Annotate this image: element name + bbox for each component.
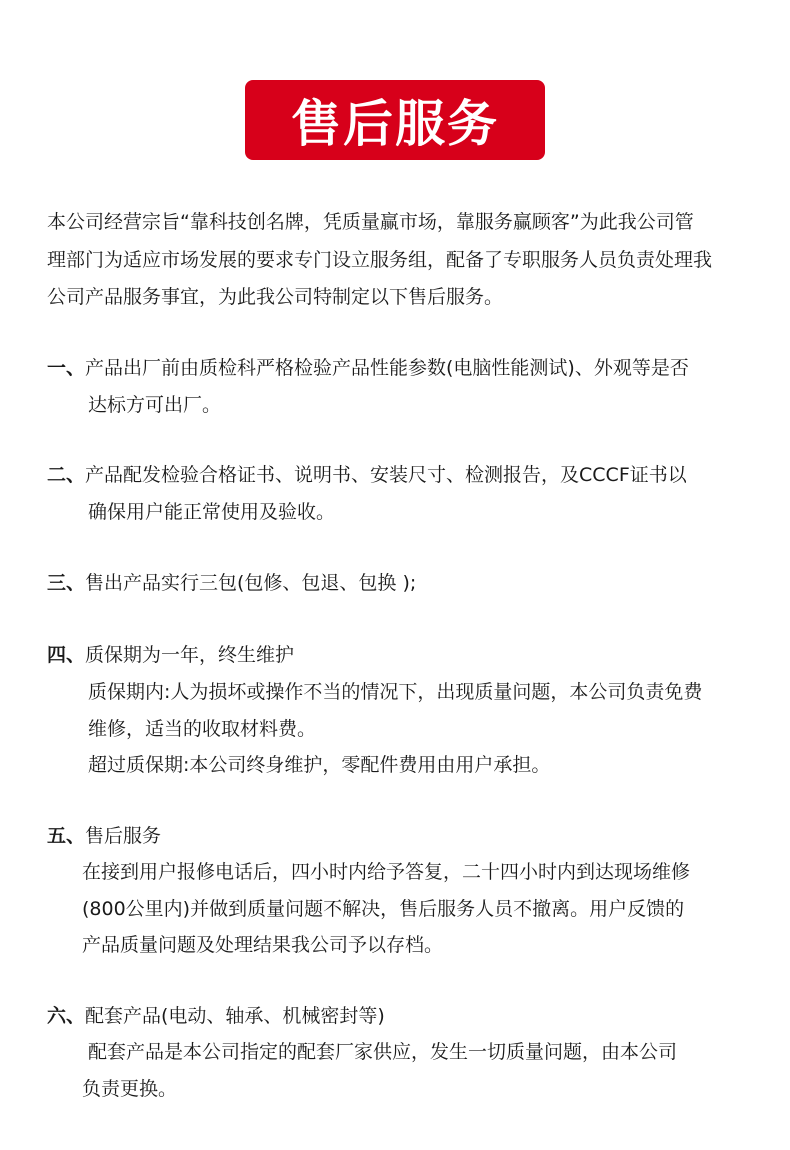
section-line: 维修，适当的收取材料费。 — [88, 718, 317, 740]
section-number: 三、 — [47, 572, 86, 594]
section-heading-text: 售后服务 — [85, 825, 162, 847]
section-line: 配套产品是本公司指定的配套厂家供应，发生一切质量问题，由本公司 — [88, 1041, 678, 1063]
section-4-heading — [47, 637, 294, 673]
intro-line: 本公司经营宗旨“靠科技创名牌，凭质量赢市场，靠服务赢顾客”为此我公司管 — [47, 211, 694, 233]
section-heading-text: 售出产品实行三包(包修、包退、包换 ); — [85, 572, 417, 594]
section-line: 负责更换。 — [82, 1078, 178, 1100]
section-line: 产品质量问题及处理结果我公司予以存档。 — [82, 934, 444, 956]
section-number: 一、 — [47, 357, 86, 379]
section-number: 二、 — [47, 464, 86, 486]
section-line: 质保期内:人为损坏或操作不当的情况下，出现质量问题，本公司负责免费 — [88, 681, 703, 703]
section-heading-text: 质保期为一年，终生维护 — [85, 644, 295, 666]
section-1-heading — [47, 350, 689, 386]
section-heading-text: 产品出厂前由质检科严格检验产品性能参数(电脑性能测试)、外观等是否 — [85, 357, 689, 379]
section-heading-text: 产品配发检验合格证书、说明书、安装尺寸、检测报告，及CCCF证书以 — [85, 464, 687, 486]
intro-line: 理部门为适应市场发展的要求专门设立服务组，配备了专职服务人员负责处理我 — [47, 249, 713, 271]
title-banner — [245, 80, 545, 160]
section-number: 四、 — [47, 644, 86, 666]
section-line: 确保用户能正常使用及验收。 — [88, 501, 336, 523]
section-line: 在接到用户报修电话后，四小时内给予答复，二十四小时内到达现场维修 — [82, 861, 691, 883]
section-2-heading — [47, 457, 687, 493]
section-3-heading — [47, 565, 416, 601]
intro-line: 公司产品服务事宜，为此我公司特制定以下售后服务。 — [47, 286, 504, 308]
section-number: 六、 — [47, 1005, 86, 1027]
section-line: 达标方可出厂。 — [88, 394, 222, 416]
section-line: (800公里内)并做到质量问题不解决，售后服务人员不撤离。用户反馈的 — [82, 898, 685, 920]
section-5-heading — [47, 818, 161, 854]
section-line: 超过质保期:本公司终身维护，零配件费用由用户承担。 — [88, 754, 551, 776]
page-title: 售后服务 — [291, 95, 499, 153]
section-6-heading — [47, 998, 385, 1034]
section-heading-text: 配套产品(电动、轴承、机械密封等) — [85, 1005, 385, 1027]
section-number: 五、 — [47, 825, 86, 847]
